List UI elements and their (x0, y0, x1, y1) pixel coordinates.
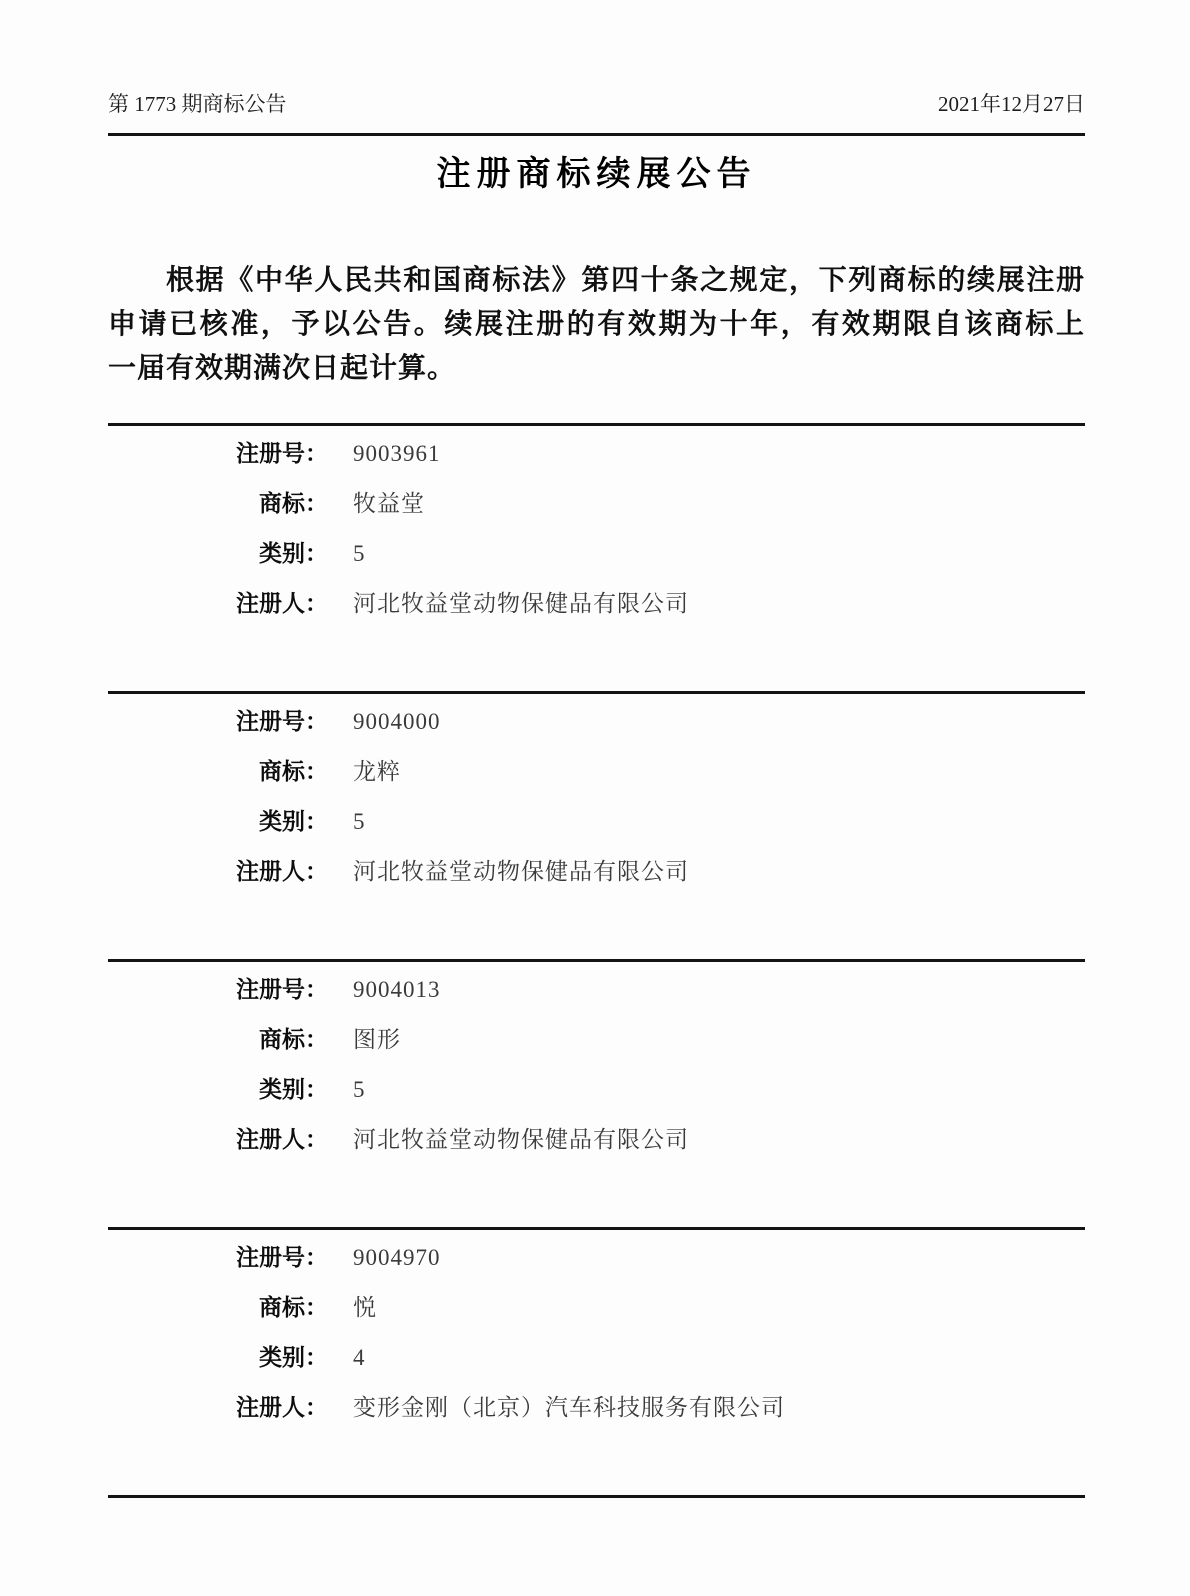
records-list (108, 423, 1085, 1498)
trademark-label: 商标： (259, 1026, 328, 1052)
category-label: 类别： (259, 808, 328, 834)
record-row-category (108, 807, 1085, 857)
trademark-label: 商标： (259, 490, 328, 516)
record-row-reg-no (108, 707, 1085, 757)
category-label: 类别： (259, 1076, 328, 1102)
trademark-record-4 (108, 1227, 1085, 1495)
intro-paragraph (108, 259, 1085, 391)
trademark-record-1 (108, 423, 1085, 691)
trademark-value: 龙粹 (353, 759, 401, 784)
registrant-label: 注册人： (236, 590, 328, 616)
category-label: 类别： (259, 1344, 328, 1370)
trademark-label: 商标： (259, 1294, 328, 1320)
reg-no-label: 注册号： (236, 440, 328, 466)
page-header (108, 0, 1085, 136)
intro-line-3: 一届有效期满次日起计算。 (108, 353, 457, 384)
category-value: 4 (353, 1345, 366, 1370)
gazette-issue-number: 第 1773 期商标公告 (108, 92, 287, 116)
record-row-trademark (108, 1025, 1085, 1075)
trademark-record-3 (108, 959, 1085, 1227)
trademark-value: 牧益堂 (353, 491, 425, 516)
registrant-value: 变形金刚（北京）汽车科技服务有限公司 (353, 1395, 785, 1420)
trademark-record-2 (108, 691, 1085, 959)
record-row-registrant (108, 589, 1085, 639)
trademark-value: 图形 (353, 1027, 401, 1052)
record-row-registrant (108, 857, 1085, 907)
reg-no-label: 注册号： (236, 976, 328, 1002)
registrant-value: 河北牧益堂动物保健品有限公司 (353, 591, 689, 616)
record-row-category (108, 1343, 1085, 1393)
category-value: 5 (353, 1077, 366, 1102)
record-row-registrant (108, 1393, 1085, 1443)
trademark-value: 悦 (353, 1295, 377, 1320)
record-row-reg-no (108, 1243, 1085, 1293)
reg-no-value: 9004970 (353, 1245, 441, 1270)
intro-line-1: 根据《中华人民共和国商标法》第四十条之规定，下列商标的续展注册 (166, 265, 1085, 296)
reg-no-value: 9004000 (353, 709, 441, 734)
reg-no-label: 注册号： (236, 1244, 328, 1270)
category-label: 类别： (259, 540, 328, 566)
record-row-category (108, 539, 1085, 589)
registrant-value: 河北牧益堂动物保健品有限公司 (353, 859, 689, 884)
record-row-category (108, 1075, 1085, 1125)
registrant-label: 注册人： (236, 1394, 328, 1420)
category-value: 5 (353, 809, 366, 834)
intro-line-2: 申请已核准，予以公告。续展注册的有效期为十年，有效期限自该商标上 (108, 309, 1085, 340)
record-row-trademark (108, 1293, 1085, 1343)
category-value: 5 (353, 541, 366, 566)
record-row-trademark (108, 757, 1085, 807)
registrant-label: 注册人： (236, 858, 328, 884)
trademark-label: 商标： (259, 758, 328, 784)
page-content (108, 0, 1085, 1498)
announcement-title: 注册商标续展公告 (436, 156, 757, 193)
record-row-reg-no (108, 975, 1085, 1025)
reg-no-label: 注册号： (236, 708, 328, 734)
record-row-trademark (108, 489, 1085, 539)
registrant-value: 河北牧益堂动物保健品有限公司 (353, 1127, 689, 1152)
publication-date: 2021年12月27日 (938, 92, 1085, 116)
bottom-rule (108, 1495, 1085, 1498)
reg-no-value: 9004013 (353, 977, 441, 1002)
registrant-label: 注册人： (236, 1126, 328, 1152)
record-row-registrant (108, 1125, 1085, 1175)
record-row-reg-no (108, 439, 1085, 489)
reg-no-value: 9003961 (353, 441, 441, 466)
